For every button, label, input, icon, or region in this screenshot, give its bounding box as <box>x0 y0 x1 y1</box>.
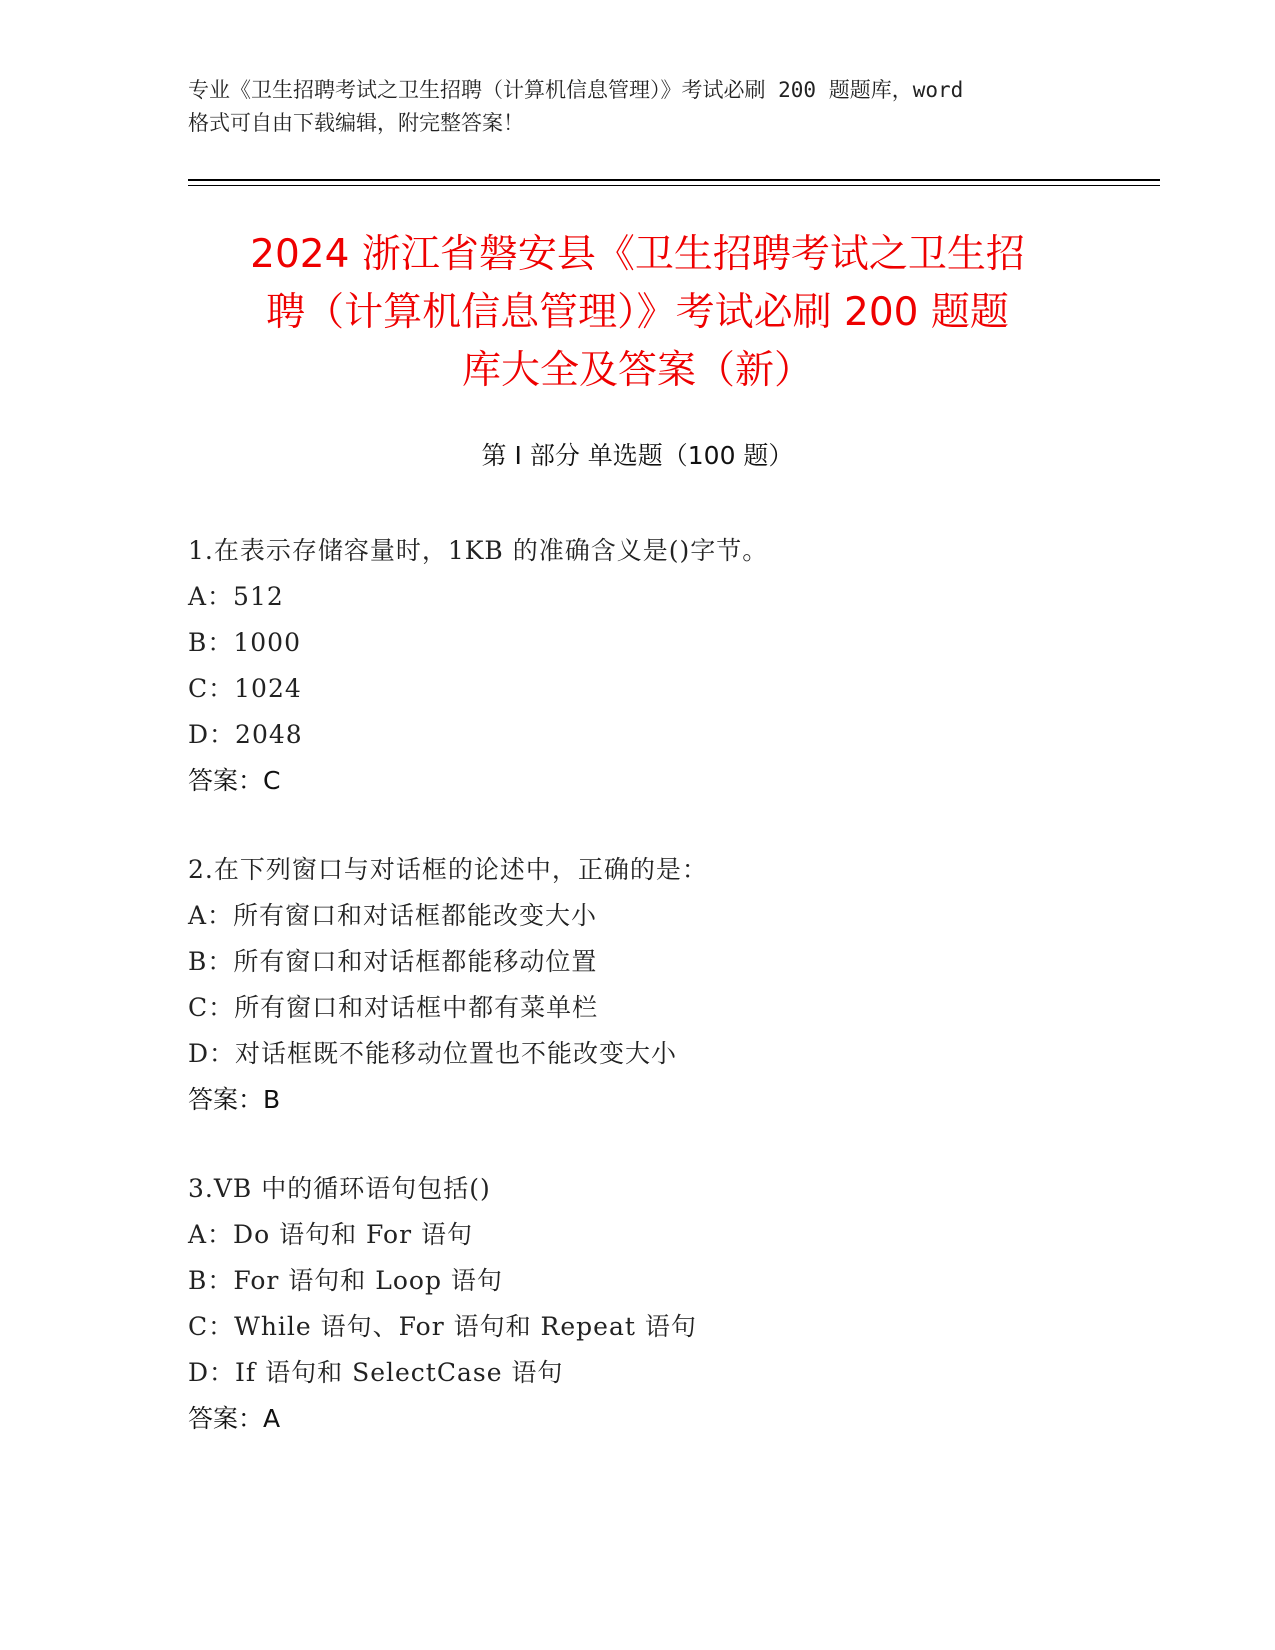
option-c: C：所有窗口和对话框中都有菜单栏 <box>188 993 599 1022</box>
question-item <box>188 847 1088 1123</box>
document-title-line-1: 2024 浙江省磐安县《卫生招聘考试之卫生招 <box>250 232 1025 277</box>
answer-line: 答案：A <box>188 1404 281 1433</box>
header-note-line-1: 专业《卫生招聘考试之卫生招聘（计算机信息管理）》考试必刷 200 题题库，word <box>188 78 964 102</box>
option-c: C：1024 <box>188 674 302 703</box>
option-a: A：Do 语句和 For 语句 <box>188 1220 473 1249</box>
question-stem: 3.VB 中的循环语句包括() <box>188 1174 491 1203</box>
question-stem: 1.在表示存储容量时，1KB 的准确含义是()字节。 <box>188 536 769 565</box>
header-divider-thick <box>188 179 1160 181</box>
question-item <box>188 528 1088 804</box>
option-b: B：所有窗口和对话框都能移动位置 <box>188 947 598 976</box>
header-note <box>188 74 1088 140</box>
document-title-line-3: 库大全及答案（新） <box>461 348 813 393</box>
header-note-line-2: 格式可自由下载编辑，附完整答案！ <box>188 111 524 135</box>
option-b: B：For 语句和 Loop 语句 <box>188 1266 503 1295</box>
option-d: D：对话框既不能移动位置也不能改变大小 <box>188 1039 678 1068</box>
question-item <box>188 1166 1088 1442</box>
answer-line: 答案：C <box>188 766 281 795</box>
answer-line: 答案：B <box>188 1085 281 1114</box>
option-d: D：If 语句和 SelectCase 语句 <box>188 1358 564 1387</box>
option-c: C：While 语句、For 语句和 Repeat 语句 <box>188 1312 697 1341</box>
document-title <box>150 226 1125 400</box>
section-heading: 第 I 部分 单选题（100 题） <box>481 441 794 470</box>
question-stem: 2.在下列窗口与对话框的论述中，正确的是： <box>188 855 708 884</box>
header-divider-thin <box>188 185 1160 186</box>
option-a: A：512 <box>188 582 284 611</box>
document-title-line-2: 聘（计算机信息管理）》考试必刷 200 题题 <box>266 290 1009 335</box>
option-b: B：1000 <box>188 628 301 657</box>
option-a: A：所有窗口和对话框都能改变大小 <box>188 901 598 930</box>
option-d: D：2048 <box>188 720 303 749</box>
